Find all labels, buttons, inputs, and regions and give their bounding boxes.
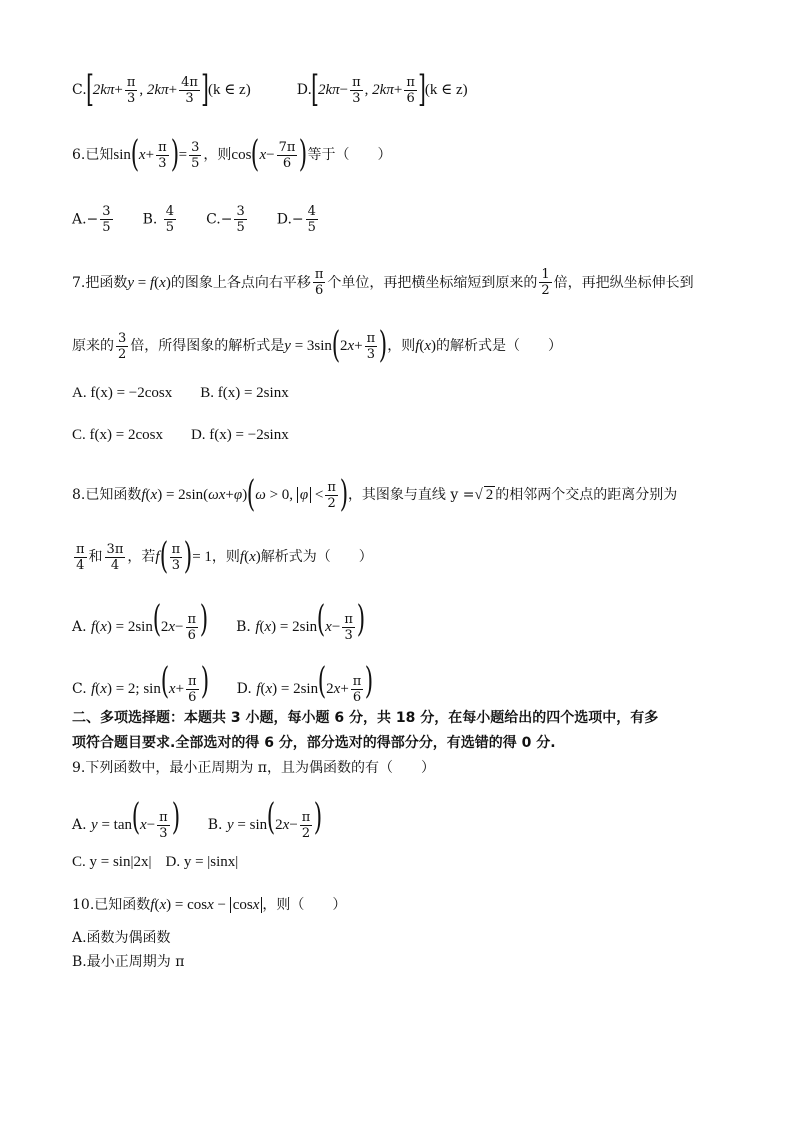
q7-option-b: B. f(x) = 2sinx [200, 385, 289, 401]
q10-option-a: A.函数为偶函数 [72, 930, 171, 946]
q8-option-a: A. f(x) = 2sin(2x− $\frac{\pi}{6}$ ) [72, 599, 209, 643]
section2-heading-line2: 项符合题目要求.全部选对的得 6 分，部分选对的得部分分，有选错的得 0 分. [72, 735, 556, 751]
q5-options-row: C. [ 2kπ+ $\frac{\pi}{3}$ , 2kπ+ $\frac{4\pi}{3}$ ] (k ∈ z) D. [ 2kπ− $\frac{\pi}{3}$ , 2kπ+ $\frac{\pi}{6}$ ] (k ∈ z) [72, 69, 468, 110]
q10-stem: 10.已知函数 f(x) = cosx − cosx ，则（ ） [72, 897, 347, 913]
q7-options-row2 [72, 425, 289, 445]
q5-option-d-label: D. [296, 82, 312, 98]
q8-option-b: B. f(x) = 2sin(x− $\frac{\pi}{3}$ ) [236, 599, 366, 643]
q8-stem-line2: $\frac{\pi}{4}$ 和 $\frac{3\pi}{4}$ ，若 f ( $\frac{\pi}{3}$ ) = 1 ，则 f(x) 解析式为（ ） [76, 536, 373, 577]
q8-options-row1 [72, 599, 366, 643]
q9-option-a: A. y = tan(x− $\frac{\pi}{3}$ ) [72, 797, 180, 841]
q6-option-b: B. $\frac{4}{5}$ [142, 204, 175, 235]
q5-option-c-cond: (k ∈ z) [207, 82, 251, 98]
q9-options-row1 [72, 797, 323, 841]
q7-option-a: A. f(x) = −2cosx [72, 385, 173, 401]
q6-option-c: C.− $\frac{3}{5}$ [206, 204, 245, 235]
q9-stem: 9.下列函数中，最小正周期为 π，且为偶函数的有（ ） [72, 760, 436, 776]
q8-options-row2 [72, 661, 374, 705]
q9-options-row2 [72, 852, 238, 872]
q8-option-c: C. f(x) = 2; sin(x+ $\frac{\pi}{6}$ ) [72, 661, 209, 705]
q6-stem: 6.已知 sin ( x + $\frac{\pi}{3}$ ) = $\frac{3}{5}$ ，则 cos ( x − $\frac{7\pi}{6}$ ) 等于（ ） [72, 134, 392, 175]
q7-stem-line2: 原来的 $\frac{3}{2}$ 倍，所得图象的解析式是 y = 3sin ( 2x+ $\frac{\pi}{3}$ ) ，则 f(x) 的解析式是（ ） [72, 325, 563, 366]
q9-option-c: C. y = sin|2x| [72, 854, 152, 870]
q6-option-d: D.− $\frac{4}{5}$ [276, 204, 316, 235]
q7-options-row1 [72, 383, 289, 403]
q7-option-d: D. f(x) = −2sinx [190, 427, 289, 443]
q10-option-b: B.最小正周期为 π [72, 954, 185, 970]
q9-option-d: D. y = |sinx| [165, 854, 239, 870]
q9-option-b: B. y = sin(2x− $\frac{\pi}{2}$ ) [207, 797, 323, 841]
q7-option-c: C. f(x) = 2cosx [72, 427, 163, 443]
q5-option-d-cond: (k ∈ z) [424, 82, 468, 98]
q7-stem-line1: 7.把函数 y = f(x) 的图象上各点向右平移 $\frac{\pi}{6}$ 个单位，再把横坐标缩短到原来的 $\frac{1}{2}$ 倍，再把纵坐标伸长到 [72, 267, 694, 298]
q8-option-d: D. f(x) = 2sin(2x+ $\frac{\pi}{6}$ ) [236, 661, 374, 705]
q8-stem-line1: 8.已知函数 f(x) = 2sin(ωx+φ) ( ω > 0, φ < $\frac{\pi}{2}$ ) ，其图象与直线 y = √ 2 的相邻两个交点的距离分别为 [72, 474, 678, 515]
section2-heading-line1: 二、多项选择题：本题共 3 小题，每小题 6 分，共 18 分，在每小题给出的四个选项中，有多 [72, 710, 659, 726]
q6-option-a: A.− $\frac{3}{5}$ [72, 204, 111, 235]
q6-options [72, 204, 320, 235]
q5-option-c-label: C. [72, 82, 87, 98]
